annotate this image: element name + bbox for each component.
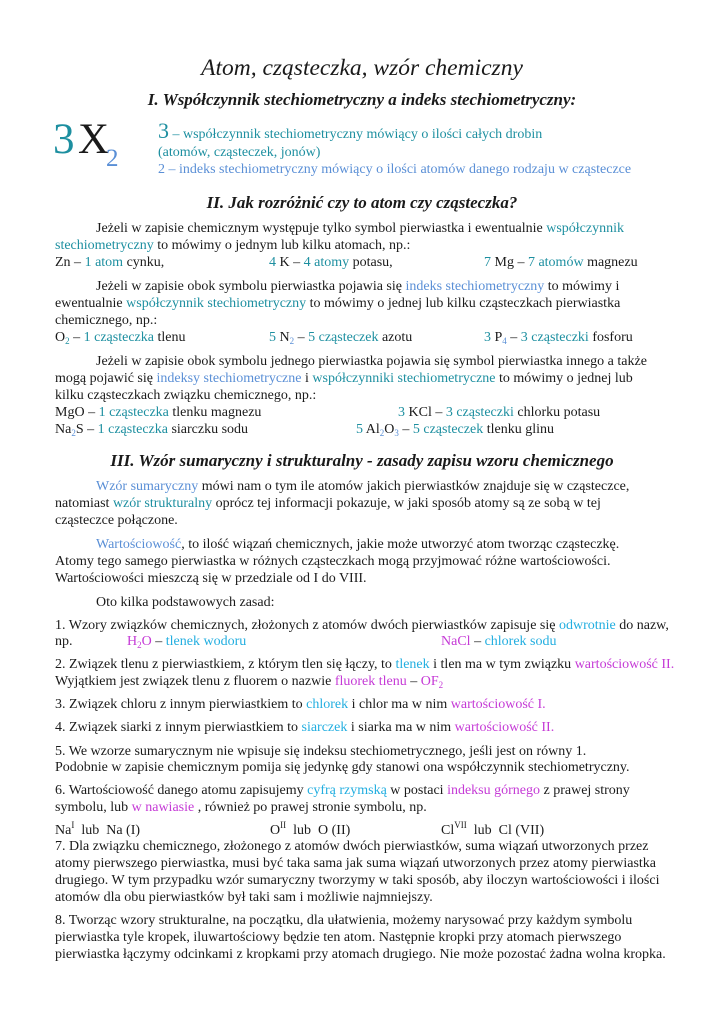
example-compound-al2o3: 5 $Al_2O_3 - 5$ cząsteczek tlenku glinu — [356, 422, 554, 438]
para-element-molecules-line-2: ewentualnie współczynnik stechiometryczny to mówimy o jednej lub kilku cząsteczkach pierwiastka — [55, 296, 621, 311]
para-element-molecules-line-3: chemicznego, np.: — [55, 313, 158, 328]
para-formula-line-2: natomiast wzór strukturalny oprócz tej informacji pokazuje, w jaki sposób atomy są ze sobą w tej — [55, 496, 601, 511]
example-atom-k: 4 K – 4 atomy potasu, — [269, 255, 393, 270]
example-molecule-p4: 3 $P_4 - 3$ cząsteczki fosforu — [484, 330, 633, 346]
rule-6-example-na: $Na^I$ lub Na (I) — [55, 820, 141, 838]
example-compound-kcl: 3 KCl – 3 cząsteczki chlorku potasu — [398, 405, 601, 420]
rule-2-line-2: Wyjątkiem jest związek tlenu z fluorem o nazwie fluorek tlenu – $OF_2$ — [55, 674, 444, 690]
rule-1-example-nacl: NaCl – chlorek sodu — [441, 634, 557, 649]
rule-7-line-1: 7. Dla związku chemicznego, złożonego z atomów dwóch pierwiastków, suma wiązań utworzonych przez — [55, 839, 649, 854]
section-3-heading: III. Wzór sumaryczny i strukturalny - zasady zapisu wzoru chemicznego — [110, 451, 614, 470]
coefficient-digit: 3 — [158, 118, 169, 143]
para-compound-line-1: Jeżeli w zapisie obok symbolu jednego pierwiastka pojawia się symbol pierwiastka innego a także — [96, 354, 647, 369]
big-index: 2 — [106, 145, 119, 172]
rule-7-line-3: drugiego. W tym przypadku wzór sumaryczny tworzymy w taki sposób, aby iloczyn wartościowości i ilości — [55, 873, 660, 888]
rule-6-example-o: $O^{II}$ lub O (II) — [270, 820, 351, 838]
example-compound-mgo: MgO – 1 cząsteczka tlenku magnezu — [55, 405, 262, 420]
example-atom-zn: Zn – 1 atom cynku, — [55, 255, 165, 270]
para-valence-line-1: Wartościowość, to ilość wiązań chemicznych, jakie może utworzyć atom tworząc cząsteczkę. — [96, 537, 620, 552]
para-element-molecules-line-1: Jeżeli w zapisie obok symbolu pierwiastka pojawia się indeks stechiometryczny to mówimy i — [96, 279, 620, 294]
para-atoms-line-1: Jeżeli w zapisie chemicznym występuje tylko symbol pierwiastka i ewentualnie współczynnik — [96, 221, 624, 236]
section-1-heading: I. Współczynnik stechiometryczny a indeks stechiometryczny: — [147, 90, 577, 109]
section-1-line-1: 3 – współczynnik stechiometryczny mówiący o ilości całych drobin — [158, 118, 543, 143]
example-molecule-n2: 5 $N_2 - 5$ cząsteczek azotu — [269, 330, 413, 346]
section-1-line-3: 2 – indeks stechiometryczny mówiący o ilości atomów danego rodzaju w cząsteczce — [158, 162, 632, 177]
para-compound-line-3: kilku cząsteczkach związku chemicznego, np.: — [55, 388, 317, 403]
rule-1-example-water: $H_2O$ – tlenek wodoru — [127, 634, 247, 650]
para-valence-line-3: Wartościowości mieszczą się w przedziale od I do VIII. — [55, 571, 367, 586]
para-atoms-line-2: stechiometryczny to mówimy o jednym lub kilku atomach, np.: — [55, 238, 411, 253]
rule-6-example-cl: $Cl^{VII}$ lub Cl (VII) — [441, 820, 545, 838]
rule-1-label-np: np. — [55, 634, 73, 649]
example-compound-na2s: $Na_2S - 1$ cząsteczka siarczku sodu — [55, 422, 249, 438]
rule-4: 4. Związek siarki z innym pierwiastkiem to siarczek i siarka ma w nim wartościowość II. — [55, 720, 555, 735]
rule-5-line-2: Podobnie w zapisie chemicznym pomija się jedynkę gdy stanowi ona współczynnik stechiometryczny. — [55, 760, 630, 775]
page-title: Atom, cząsteczka, wzór chemiczny — [201, 55, 523, 81]
rule-7-line-2: atomy pierwszego pierwiastka, musi być taka sama jak suma wiązań utworzonych przez atomy pierwiastka — [55, 856, 657, 871]
big-coefficient: 3 — [53, 116, 75, 163]
rule-1-line-1: 1. Wzory związków chemicznych, złożonych z atomów dwóch pierwiastków zapisuje się odwrotnie do nazw, — [55, 618, 669, 633]
rule-8-line-3: pierwiastka łączymy odcinkami z kropkami przy atomach drugiego. Nie może pozostać żadna wolna kropka. — [55, 947, 666, 962]
para-compound-line-2: mogą pojawić się indeksy stechiometryczne i współczynniki stechiometryczne to mówimy o jednej lub — [55, 371, 633, 386]
rule-7-line-4: atomów dla obu pierwiastków był taki sam i możliwie najmniejszy. — [55, 890, 433, 905]
rule-8-line-1: 8. Tworząc wzory strukturalne, na początku, dla ułatwienia, możemy narysować przy każdym symbolu — [55, 913, 633, 928]
big-symbol: X — [78, 116, 110, 163]
section-2-heading: II. Jak rozróżnić czy to atom czy cząsteczka? — [206, 193, 518, 212]
rule-5-line-1: 5. We wzorze sumarycznym nie wpisuje się indeksu stechiometrycznego, jeśli jest on równy 1. — [55, 744, 587, 759]
rule-3: 3. Związek chloru z innym pierwiastkiem to chlorek i chlor ma w nim wartościowość I. — [55, 697, 546, 712]
example-molecule-o2: $O_2 - 1$ cząsteczka tlenu — [55, 330, 186, 346]
example-atom-mg: 7 Mg – 7 atomów magnezu — [484, 255, 638, 270]
para-formula-line-1: Wzór sumaryczny mówi nam o tym ile atomów jakich pierwiastków znajduje się w cząsteczce, — [96, 479, 630, 494]
para-formula-line-3: cząsteczce połączone. — [55, 513, 178, 528]
rule-6-line-2: symbolu, lub w nawiasie , również po prawej stronie symbolu, np. — [55, 800, 427, 815]
section-1-line-2: (atomów, cząsteczek, jonów) — [158, 145, 321, 160]
rule-2-line-1: 2. Związek tlenu z pierwiastkiem, z którym tlen się łączy, to tlenek i tlen ma w tym związku wartościowość II. — [55, 657, 675, 672]
rule-6-line-1: 6. Wartościowość danego atomu zapisujemy cyfrą rzymską w postaci indeksu górnego z prawej strony — [55, 783, 630, 798]
rules-intro: Oto kilka podstawowych zasad: — [96, 595, 275, 610]
rule-8-line-2: pierwiastka tyle kropek, iluwartościowy będzie ten atom. Następnie kropki przy atomach pierwszego — [55, 930, 622, 945]
para-valence-line-2: Atomy tego samego pierwiastka w różnych cząsteczkach mogą przyjmować różne wartościowości. — [55, 554, 611, 569]
